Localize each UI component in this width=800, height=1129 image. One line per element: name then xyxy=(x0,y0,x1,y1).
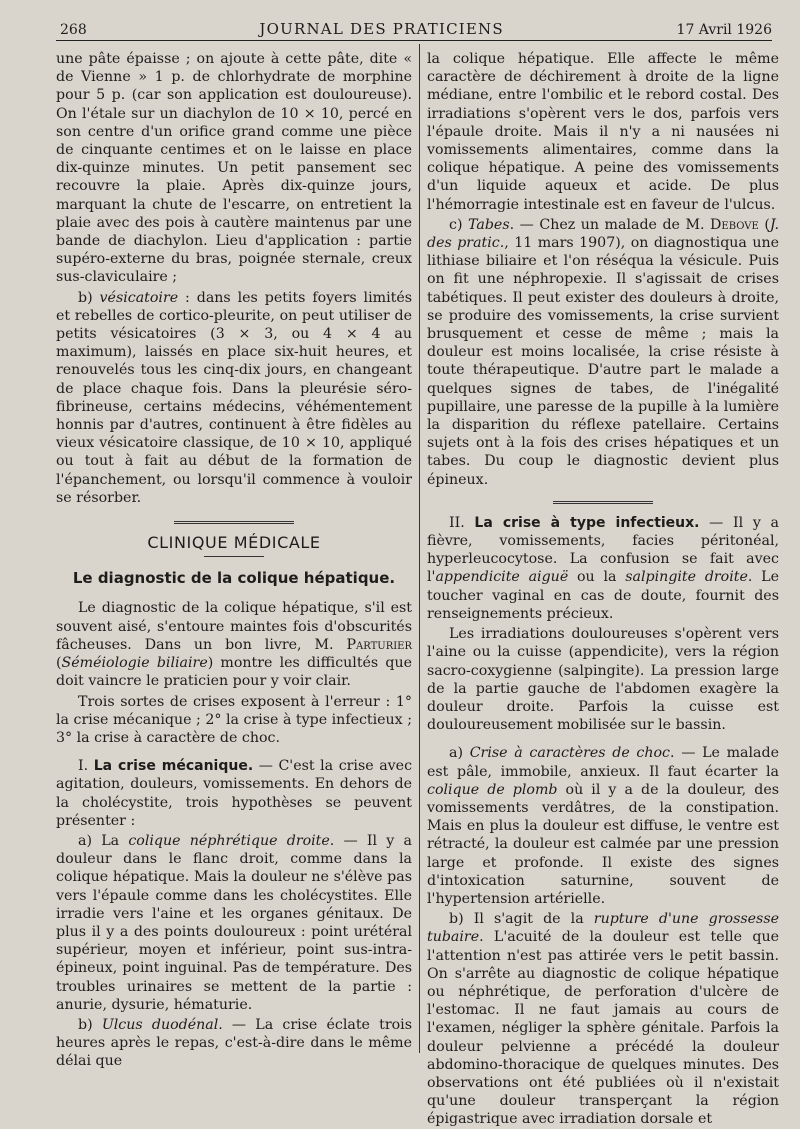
section-underline xyxy=(204,556,264,557)
item-letter: c) xyxy=(449,216,469,233)
paragraph-tabes xyxy=(427,216,779,489)
paragraph-text: . Le toucher vaginal en cas de doute, fournit des renseignements précieux. xyxy=(427,569,779,622)
term-vesicatoire: vésicatoire xyxy=(99,289,179,306)
article-title: Le diagnostic de la colique hépatique. xyxy=(72,569,396,588)
author-name: Parturier xyxy=(346,636,412,653)
journal-reference: J. des pratic. xyxy=(427,216,779,252)
column-divider xyxy=(419,44,420,1053)
term-appendicite: appendicite aiguë xyxy=(435,569,569,586)
paragraph-vesicatoire xyxy=(56,289,412,507)
paragraph-separator xyxy=(553,501,653,504)
paragraph-three-crises: Trois sortes de crises exposent à l'erreur : 1° la crise mécanique ; 2° la crise à type infectieux ; 3° la crise à caractère de choc. xyxy=(56,693,412,746)
header-rule xyxy=(56,40,772,41)
paragraph-text: ( xyxy=(758,216,770,233)
paragraph-ulcus xyxy=(56,1016,412,1071)
term-tubal-rupture: rupture d'une grossesse tubaire xyxy=(427,911,780,946)
term-nephretic: colique néphrétique droite xyxy=(128,832,330,849)
paragraph-infectious xyxy=(427,514,779,623)
paragraph-text: où il y a de la douleur, des vomissements verdâtres, de la constipation. Mais en plus la douleur est diffuse, le ventre est rétracté, la douleur est calmée par une pression large et profonde. Il existe des signes d'intoxication saturnine, souvent de l'hypertension artérielle. xyxy=(427,781,779,907)
paragraph-text: — C'est la crise avec agitation, douleurs, vomissements. En dehors de la cholécystite, trois hypothèses se peuvent présenter : xyxy=(56,758,413,829)
section-separator xyxy=(174,521,294,524)
item-letter: a) xyxy=(449,745,470,762)
paragraph-intro xyxy=(56,599,412,690)
paragraph-nephretic xyxy=(56,832,412,1014)
subheading-mechanical: La crise mécanique. xyxy=(93,758,254,775)
paragraph-shock xyxy=(427,744,779,908)
spacer xyxy=(56,749,412,757)
item-letter: b) xyxy=(78,1016,102,1033)
journal-title: JOURNAL DES PRATICIENS xyxy=(259,20,504,38)
paragraph-text: Le diagnostic de la colique hépatique, s'il est souvent aisé, s'entoure maintes fois d'obscurités fâcheuses. Dans un bon livre, M. xyxy=(56,600,412,653)
paragraph-text: ) montre les difficultés que doit vaincre le praticien pour y voir clair. xyxy=(56,655,412,690)
subheading-infectious: La crise à type infectieux. xyxy=(474,514,700,531)
paragraph-ulcus-cont: la colique hépatique. Elle affecte le même caractère de déchirement à droite de la ligne médiane, entre l'ombilic et le rebord costal. Des irradiations s'opèrent vers le dos, parfois vers l'épaule droite. Mais il n'y a ni nausées ni vomissements alimentaires, comme dans la colique hépatique. A peine des vomissements d'un liquide aqueux et acide. De plus l'hémorragie intestinale est en faveur de l'ulcus. xyxy=(427,51,779,213)
issue-date: 17 Avril 1926 xyxy=(676,22,772,38)
paragraph-text: — Il y a fièvre, vomissements, facies péritonéal, hyperleucocytose. La confusion se fait avec l' xyxy=(427,514,780,586)
paragraph-text: ( xyxy=(56,655,62,672)
paragraph-text: , 11 mars 1907), on diagnostiqua une lithiase biliaire et l'on réséqua la vésicule. Puis on fit une néphropexie. Il s'agissait de crises tabétiques. Il peut exister des douleurs à droite, se produire des vomissements, la crise survient brusquement et cesse de même ; mais la douleur est moins localisée, la crise résiste à toute thérapeutique. D'autre part le malade a quelques signes de tabes, de l'inégalité pupillaire, une paresse de la pupille à la lumière la disparition du réflexe patellaire. Certains sujets ont à la fois des crises hépatiques et un tabes. Du coup le diagnostic devient plus épineux. xyxy=(427,235,779,488)
paragraph-text: : dans les petits foyers limités et rebelles de cortico-pleurite, on peut utiliser de petits vésicatoires (3 × 3, ou 4 × 4 au maximum), laissés en place six-huit heures, et renouvelés tous les cinq-dix jours, en changeant de place chaque fois. Dans la pleurésie séro-fibrineuse, certains médecins, véhémentement honnis par d'autres, continuent à être fidèles au vieux vésicatoire classique, de 10 × 10, appliqué ou tout à fait au début de la formation de l'épanchement, ou lorsqu'il commence à vouloir se résorber. xyxy=(56,289,412,506)
page-number: 268 xyxy=(60,22,87,38)
spacer xyxy=(427,736,779,744)
page-header xyxy=(60,20,772,42)
paragraph-mechanical xyxy=(56,757,412,830)
paragraph-text: . — Le malade est pâle, immobile, anxieux. Il faut écarter la xyxy=(427,745,779,780)
term-lead-colic: colique de plomb xyxy=(427,781,558,798)
paragraph-text: . — Il y a douleur dans le flanc droit, comme dans la colique hépatique. Mais la douleur ne s'élève pas vers l'épaule comme dans les cholécystites. Elle irradie vers l'aine et les organes génitaux. De plus il y a des points douloureux : point urétéral supérieur, moyen et inférieur, point sus-intra-épineux, point inguinal. Pas de température. Des troubles urinaires se mettent de la partie : anurie, dysurie, hématurie. xyxy=(56,832,412,1013)
item-letter: b) Il s'agit de la xyxy=(449,911,594,928)
right-column xyxy=(427,50,780,1128)
term-ulcus: Ulcus duodénal xyxy=(101,1016,219,1033)
term-salpingite: salpingite droite xyxy=(625,569,748,586)
term-shock-crisis: Crise à caractères de choc xyxy=(469,745,670,762)
paragraph-caustic: une pâte épaisse ; on ajoute à cette pâte, dite « de Vienne » 1 p. de chlorhydrate de morphine pour 5 p. (car son application est douloureuse). On l'étale sur un diachylon de 10 × 10, percé en son centre d'un orifice grand comme une pièce de cinquante centimes et on le laisse en place dix-quinze minutes. Un petit pansement sec recouvre la plaie. Après dix-quinze jours, marquant la chute de l'escarre, on entretient la plaie avec des pois à cautère maintenus par une bande de diachylon. Lieu d'application : partie supéro-externe du bras, poignée sternale, creux sus-claviculaire ; xyxy=(56,51,412,286)
item-letter: a) La xyxy=(78,832,129,849)
item-letter: b) xyxy=(78,289,100,306)
paragraph-tubal xyxy=(427,910,779,1128)
section-heading: CLINIQUE MÉDICALE xyxy=(147,533,321,553)
author-name: Debove xyxy=(710,216,759,233)
paragraph-irradiations: Les irradiations douloureuses s'opèrent vers l'aine ou la cuisse (appendicite), vers la région sacro-coxygienne (salpingite). La pression large de la partie gauche de l'abdomen exagère la douleur droite. Parfois la cuisse est douloureusement mobilisée sur le bassin. xyxy=(427,626,779,734)
paragraph-text: ou la xyxy=(568,569,626,586)
section-number: II. xyxy=(449,514,475,531)
paragraph-text: . L'acuité de la douleur est telle que l'attention n'est pas attirée vers le petit bassin. On s'arrête au diagnostic de colique hépatique ou néphrétique, de perforation d'ulcère de l'estomac. Il ne faut jamais au cours de l'examen, négliger la sphère génitale. Parfois la douleur pelvienne a précédé la douleur abdomino-thoracique de quelques minutes. Des observations ont été publiées où il n'existait qu'une douleur transperçant la région épigastrique avec irradiation dorsale et xyxy=(427,929,779,1128)
book-title: Séméiologie biliaire xyxy=(61,655,208,672)
paragraph-text: . — Chez un malade de M. xyxy=(509,216,711,233)
paragraph-text: . — La crise éclate trois heures après le repas, c'est-à-dire dans le même délai que xyxy=(56,1016,412,1070)
section-number: I. xyxy=(78,758,94,775)
term-tabes: Tabes xyxy=(468,216,510,233)
left-column xyxy=(56,50,413,1070)
